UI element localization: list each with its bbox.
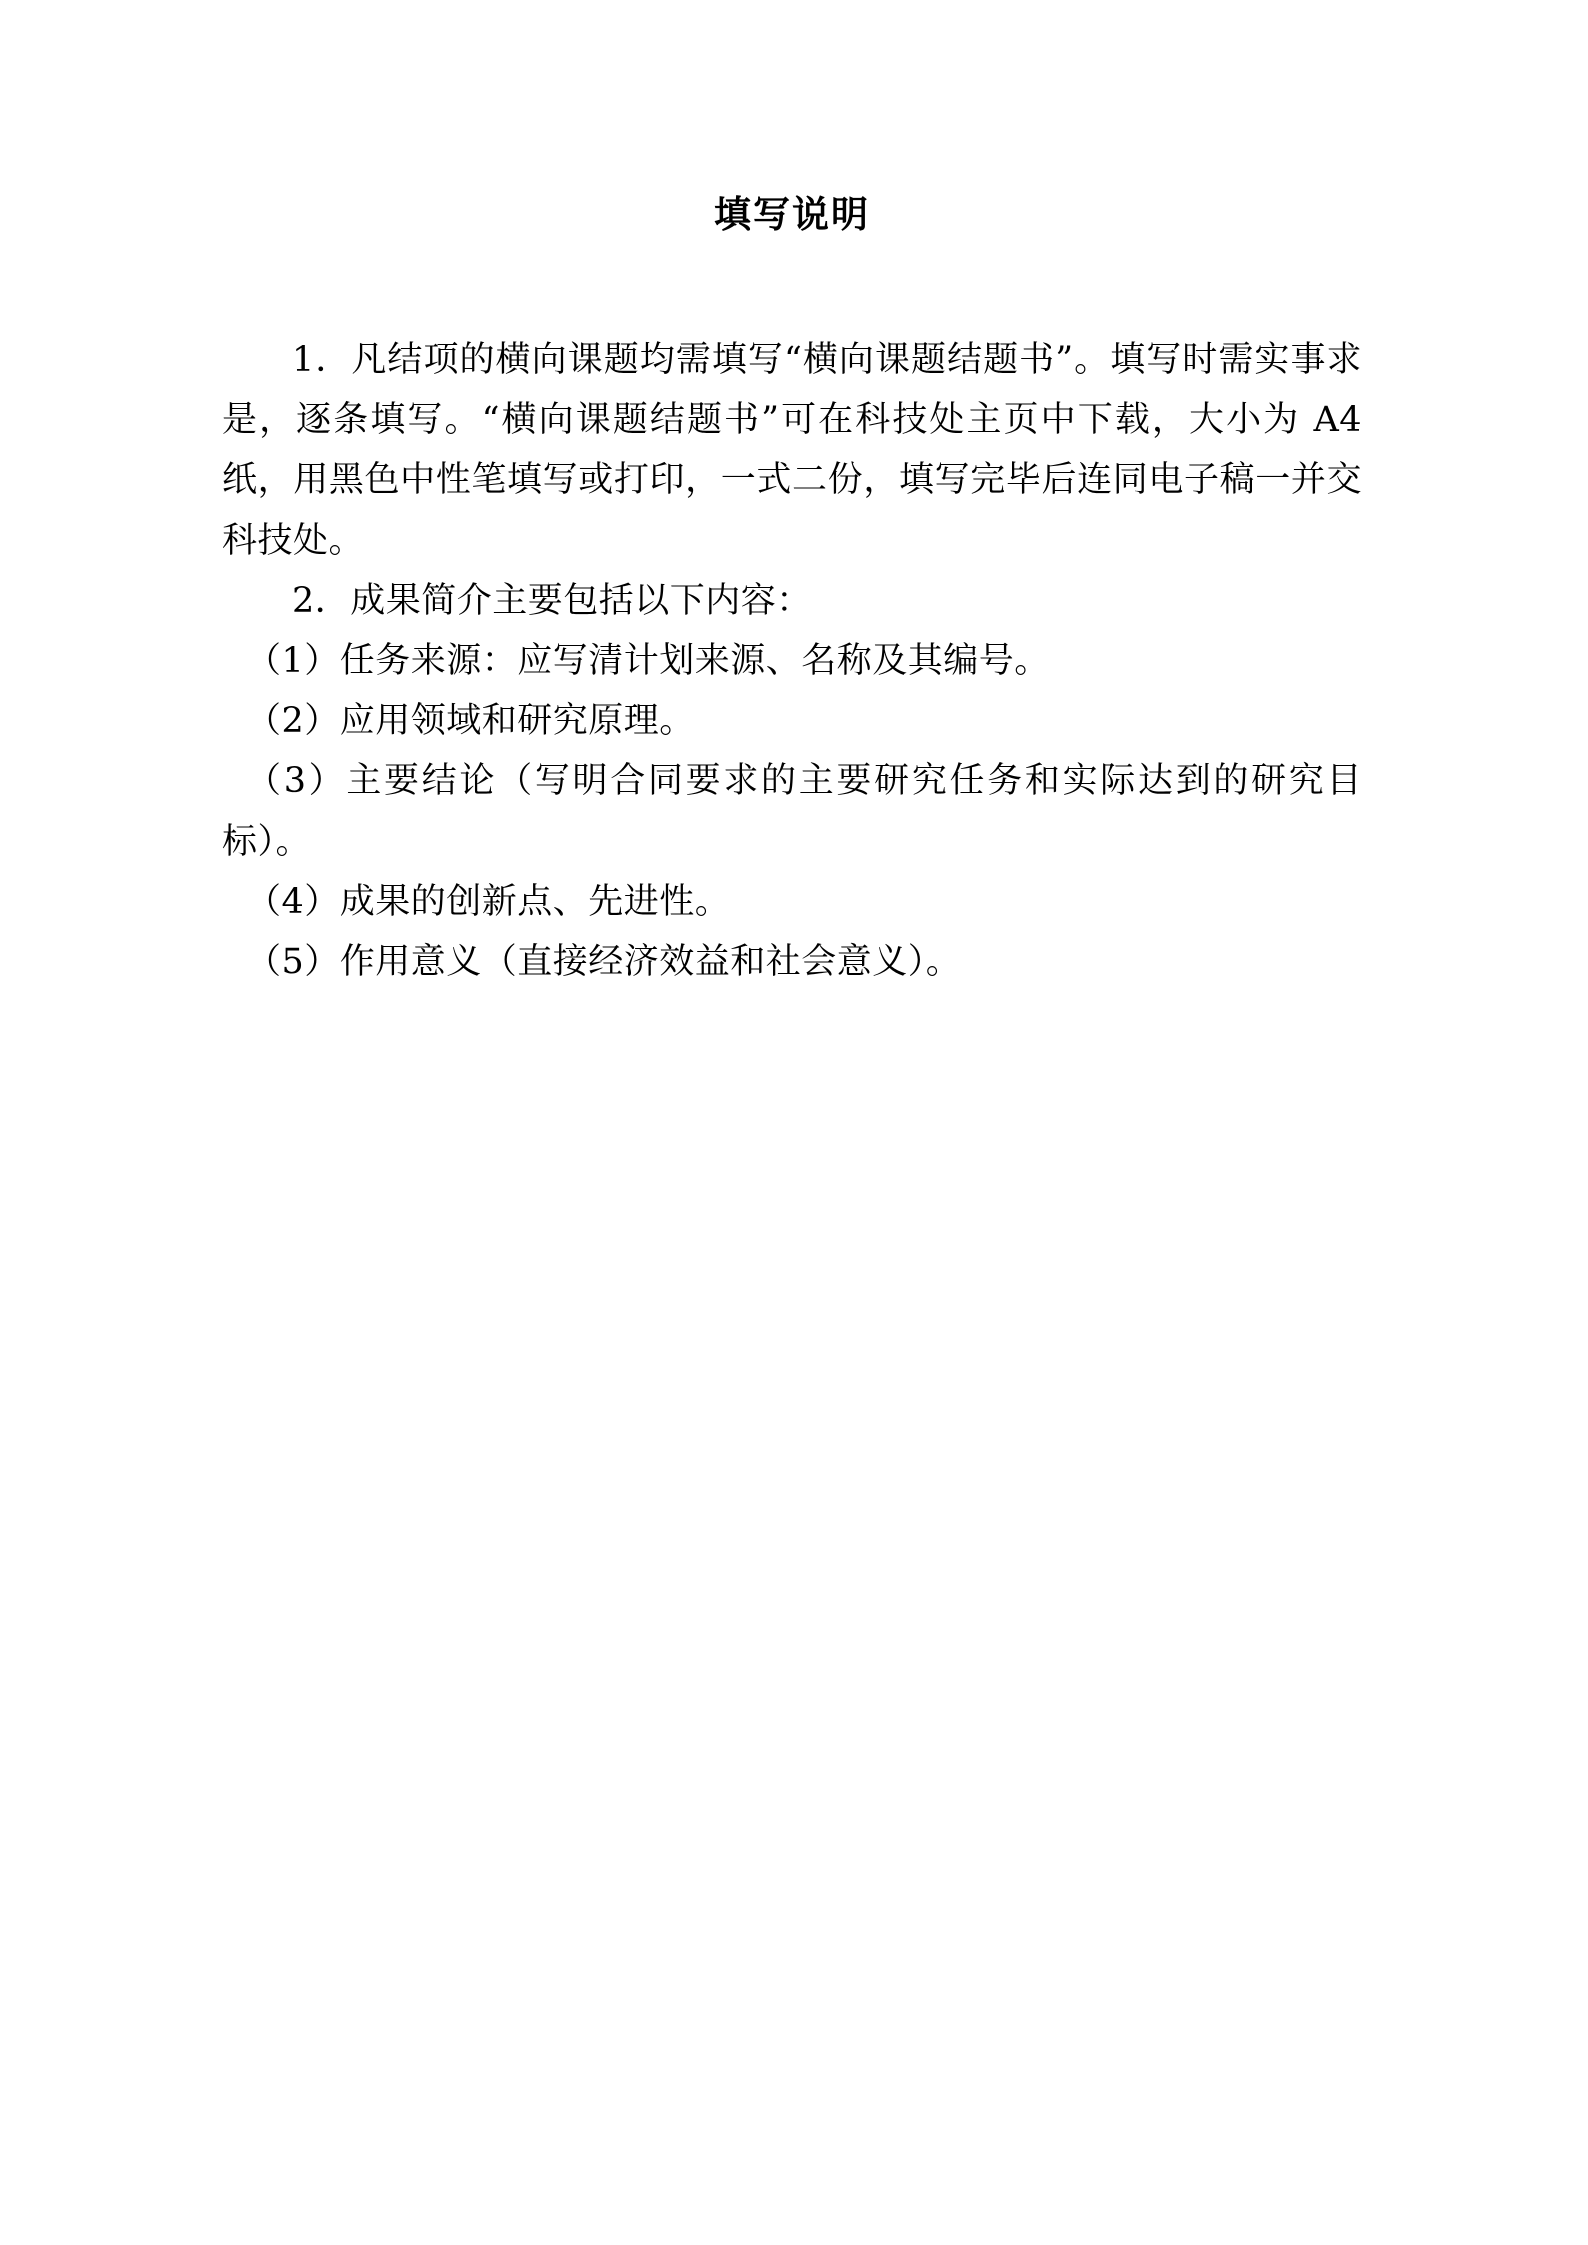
- paragraph-item-2: 2．成果简介主要包括以下内容：: [292, 580, 812, 621]
- paragraph-item-2-5: （5）作用意义（直接经济效益和社会意义）。: [246, 941, 962, 982]
- paragraph-item-2-2: （2）应用领域和研究原理。: [246, 701, 695, 742]
- paragraph-item-2-3: （3）主要结论（写明合同要求的主要研究任务和实际达到的研究目标）。: [222, 761, 1362, 862]
- paragraph-item-1: 1．凡结项的横向课题均需填写“横向课题结题书”。填写时需实事求是，逐条填写。“横向课题结题书”可在科技处主页中下载，大小为 A4 纸，用黑色中性笔填写或打印，一式二份，填写完毕后连同电子稿一并交科技处。: [222, 340, 1362, 561]
- paragraph-item-2-1: （1）任务来源：应写清计划来源、名称及其编号。: [246, 641, 1050, 682]
- document-body: [222, 190, 1362, 992]
- page-title: 填写说明: [714, 192, 870, 236]
- paragraph-item-2-4: （4）成果的创新点、先进性。: [246, 881, 731, 922]
- instructions-list: [222, 330, 1362, 992]
